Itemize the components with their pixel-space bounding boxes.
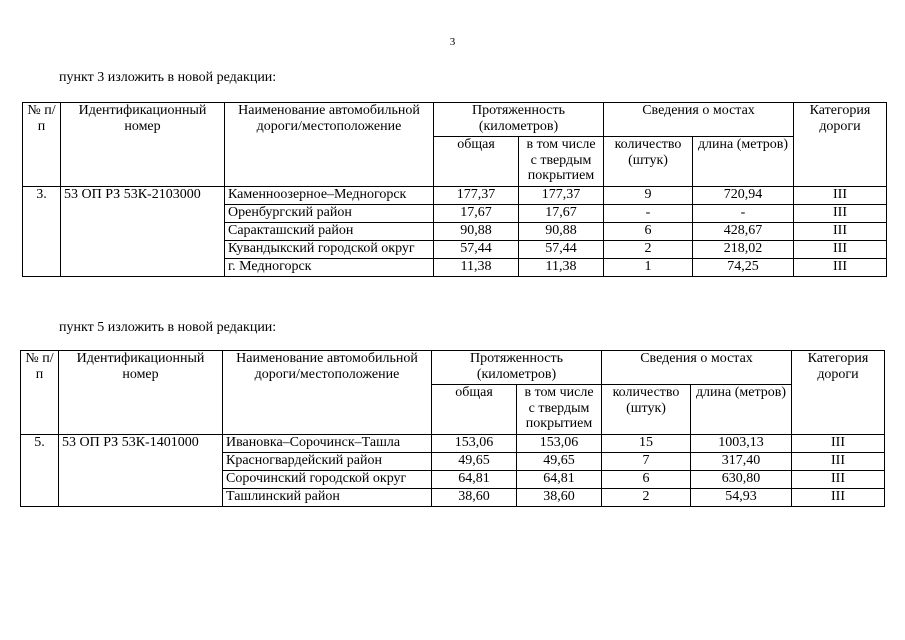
road-name: Оренбургский район [225, 205, 434, 223]
bridges-length: 218,02 [693, 241, 794, 259]
road-category: III [792, 489, 885, 507]
bridges-length: 428,67 [693, 223, 794, 241]
road-name: Каменноозерное–Медногорск [225, 187, 434, 205]
header-id: Идентификационный номер [61, 103, 225, 187]
header-length-hard: в том числе с твердым покрытием [517, 385, 602, 435]
bridges-length: - [693, 205, 794, 223]
length-total: 17,67 [434, 205, 519, 223]
table-row [21, 435, 885, 453]
length-hard: 49,65 [517, 453, 602, 471]
bridges-count: 7 [602, 453, 691, 471]
header-length-hard: в том числе с твердым покрытием [519, 137, 604, 187]
length-total: 38,60 [432, 489, 517, 507]
header-num: № п/п [21, 351, 59, 435]
length-hard: 57,44 [519, 241, 604, 259]
bridges-count: - [604, 205, 693, 223]
bridges-count: 9 [604, 187, 693, 205]
road-category: III [794, 241, 887, 259]
header-id: Идентификационный номер [59, 351, 223, 435]
header-bridges-count: количество (штук) [604, 137, 693, 187]
road-name: Кувандыкский городской округ [225, 241, 434, 259]
header-name: Наименование автомобильной дороги/местоположение [225, 103, 434, 187]
length-hard: 11,38 [519, 259, 604, 277]
header-bridges-count: количество (штук) [602, 385, 691, 435]
header-bridges-length: длина (метров) [693, 137, 794, 187]
length-total: 90,88 [434, 223, 519, 241]
section-intro: пункт 5 изложить в новой редакции: [59, 320, 277, 335]
road-table [20, 350, 885, 507]
road-name: Красногвардейский район [223, 453, 432, 471]
header-length-total: общая [432, 385, 517, 435]
header-length: Протяженность (километров) [434, 103, 604, 137]
road-category: III [794, 223, 887, 241]
road-category: III [794, 259, 887, 277]
bridges-count: 6 [604, 223, 693, 241]
bridges-length: 74,25 [693, 259, 794, 277]
header-num: № п/п [23, 103, 61, 187]
road-table [22, 102, 887, 277]
bridges-length: 54,93 [691, 489, 792, 507]
road-name: г. Медногорск [225, 259, 434, 277]
road-id: 53 ОП РЗ 53К-1401000 [59, 435, 223, 507]
length-hard: 90,88 [519, 223, 604, 241]
road-category: III [792, 453, 885, 471]
length-total: 57,44 [434, 241, 519, 259]
length-hard: 38,60 [517, 489, 602, 507]
row-num: 3. [23, 187, 61, 277]
bridges-count: 15 [602, 435, 691, 453]
length-hard: 177,37 [519, 187, 604, 205]
length-hard: 153,06 [517, 435, 602, 453]
road-category: III [794, 187, 887, 205]
bridges-count: 2 [604, 241, 693, 259]
header-length: Протяженность (километров) [432, 351, 602, 385]
length-total: 64,81 [432, 471, 517, 489]
road-name: Ивановка–Сорочинск–Ташла [223, 435, 432, 453]
road-name: Саракташский район [225, 223, 434, 241]
road-name: Сорочинский городской округ [223, 471, 432, 489]
header-length-total: общая [434, 137, 519, 187]
length-total: 11,38 [434, 259, 519, 277]
length-total: 49,65 [432, 453, 517, 471]
length-total: 153,06 [432, 435, 517, 453]
bridges-count: 2 [602, 489, 691, 507]
length-hard: 17,67 [519, 205, 604, 223]
road-name: Ташлинский район [223, 489, 432, 507]
page-number: 3 [449, 36, 456, 48]
bridges-count: 1 [604, 259, 693, 277]
length-total: 177,37 [434, 187, 519, 205]
bridges-count: 6 [602, 471, 691, 489]
road-category: III [792, 435, 885, 453]
road-id: 53 ОП РЗ 53К-2103000 [61, 187, 225, 277]
bridges-length: 720,94 [693, 187, 794, 205]
bridges-length: 317,40 [691, 453, 792, 471]
bridges-length: 630,80 [691, 471, 792, 489]
road-category: III [794, 205, 887, 223]
header-category: Категория дороги [792, 351, 885, 435]
row-num: 5. [21, 435, 59, 507]
header-category: Категория дороги [794, 103, 887, 187]
table-row [23, 187, 887, 205]
header-bridges: Сведения о мостах [604, 103, 794, 137]
length-hard: 64,81 [517, 471, 602, 489]
road-category: III [792, 471, 885, 489]
header-bridges: Сведения о мостах [602, 351, 792, 385]
section-intro: пункт 3 изложить в новой редакции: [59, 70, 277, 85]
header-name: Наименование автомобильной дороги/местоположение [223, 351, 432, 435]
bridges-length: 1003,13 [691, 435, 792, 453]
header-bridges-length: длина (метров) [691, 385, 792, 435]
